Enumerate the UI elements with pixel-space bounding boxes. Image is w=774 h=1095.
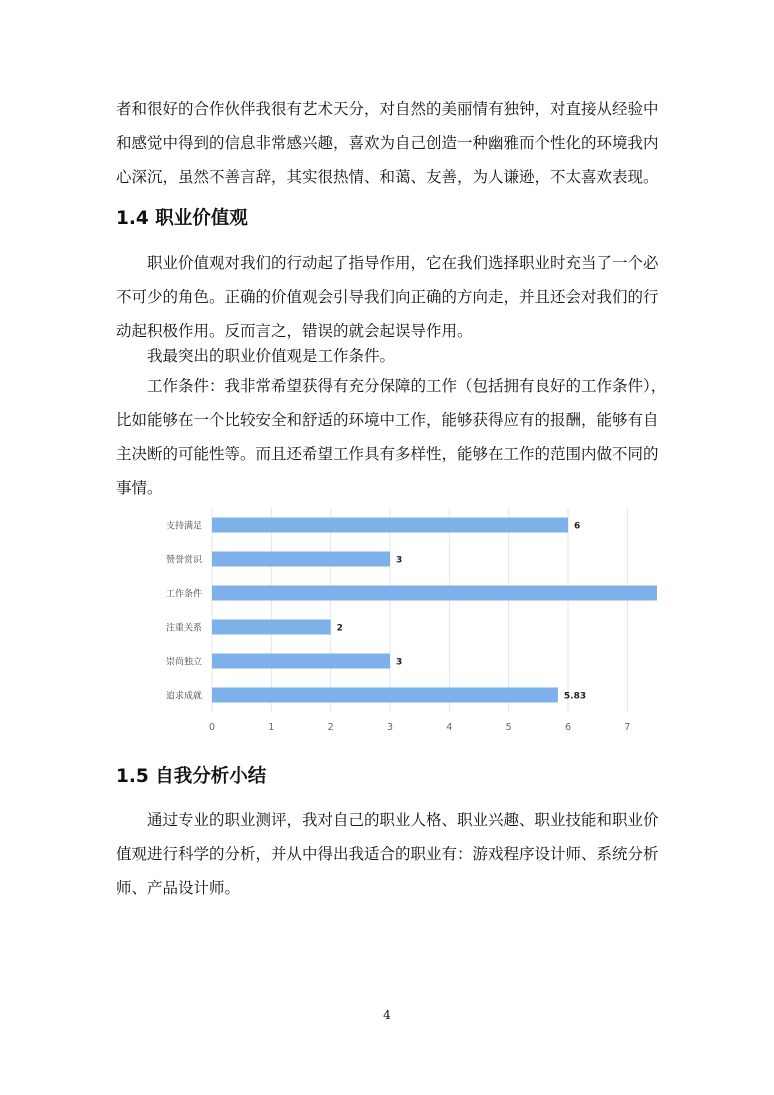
text-line: 通过专业的职业测评，我对自己的职业人格、职业兴趣、职业技能和职业价	[147, 811, 659, 829]
text-line: 比如能够在一个比较安全和舒适的环境中工作，能够获得应有的报酬，能够有自	[116, 411, 659, 429]
x-tick-label: 6	[564, 722, 572, 733]
bar	[212, 654, 390, 669]
x-tick-label: 7	[624, 722, 631, 733]
text-line: 职业价值观对我们的行动起了指导作用，它在我们选择职业时充当了一个必	[147, 254, 659, 272]
text-line: 和感觉中得到的信息非常感兴趣，喜欢为自己创造一种幽雅而个性化的环境我内	[116, 134, 659, 152]
summary-paragraph	[116, 803, 664, 905]
text-line: 工作条件：我非常希望获得有充分保障的工作（包括拥有良好的工作条件），	[147, 377, 667, 395]
x-tick-label: 2	[327, 722, 334, 733]
bar	[212, 586, 657, 601]
bar	[212, 688, 558, 703]
text-line: 心深沉，虽然不善言辞，其实很热情、和蔼、友善，为人谦逊，不太喜欢表现。	[116, 168, 659, 186]
data-label: 5.83	[563, 691, 587, 702]
text-line: 事情。	[116, 479, 163, 497]
career-values-bar-chart	[140, 500, 670, 740]
intro-paragraph	[116, 92, 664, 194]
bar	[212, 620, 331, 635]
data-label: 2	[336, 623, 343, 634]
section-heading-1-4: 1.4 职业价值观	[116, 208, 248, 229]
values-paragraph-3	[116, 369, 667, 505]
text-line: 不可少的角色。正确的价值观会引导我们向正确的方向走，并且还会对我们的行	[116, 288, 659, 306]
values-paragraph-2	[116, 339, 664, 373]
data-label: 3	[396, 555, 403, 566]
category-label: 追求成就	[165, 691, 202, 702]
x-tick-label: 0	[208, 722, 216, 733]
data-label: 3	[396, 657, 403, 668]
section-heading-1-5: 1.5 自我分析小结	[116, 766, 267, 787]
category-label: 工作条件	[165, 589, 202, 600]
text-line: 值观进行科学的分析，并从中得出我适合的职业有：游戏程序设计师、系统分析	[116, 845, 659, 863]
x-tick-label: 4	[446, 722, 453, 733]
category-label: 支持满足	[165, 521, 202, 532]
text-line: 动起积极作用。反而言之，错误的就会起误导作用。	[116, 322, 473, 340]
category-label: 注重关系	[165, 623, 202, 634]
values-paragraph-1	[116, 246, 664, 348]
bar	[212, 552, 390, 567]
x-tick-label: 3	[386, 722, 394, 733]
x-tick-label: 1	[268, 722, 275, 733]
text-line: 我最突出的职业价值观是工作条件。	[147, 347, 396, 365]
category-label: 崇尚独立	[165, 657, 202, 668]
data-label: 6	[574, 521, 581, 532]
text-line: 主决断的可能性等。而且还希望工作具有多样性，能够在工作的范围内做不同的	[116, 445, 659, 463]
text-line: 师、产品设计师。	[116, 879, 241, 897]
category-label: 赞誉赏识	[165, 555, 202, 566]
x-tick-label: 5	[505, 722, 512, 733]
bar	[212, 518, 568, 533]
page-number: 4	[383, 1008, 391, 1022]
text-line: 者和很好的合作伙伴我很有艺术天分，对自然的美丽情有独钟，对直接从经验中	[116, 100, 659, 118]
